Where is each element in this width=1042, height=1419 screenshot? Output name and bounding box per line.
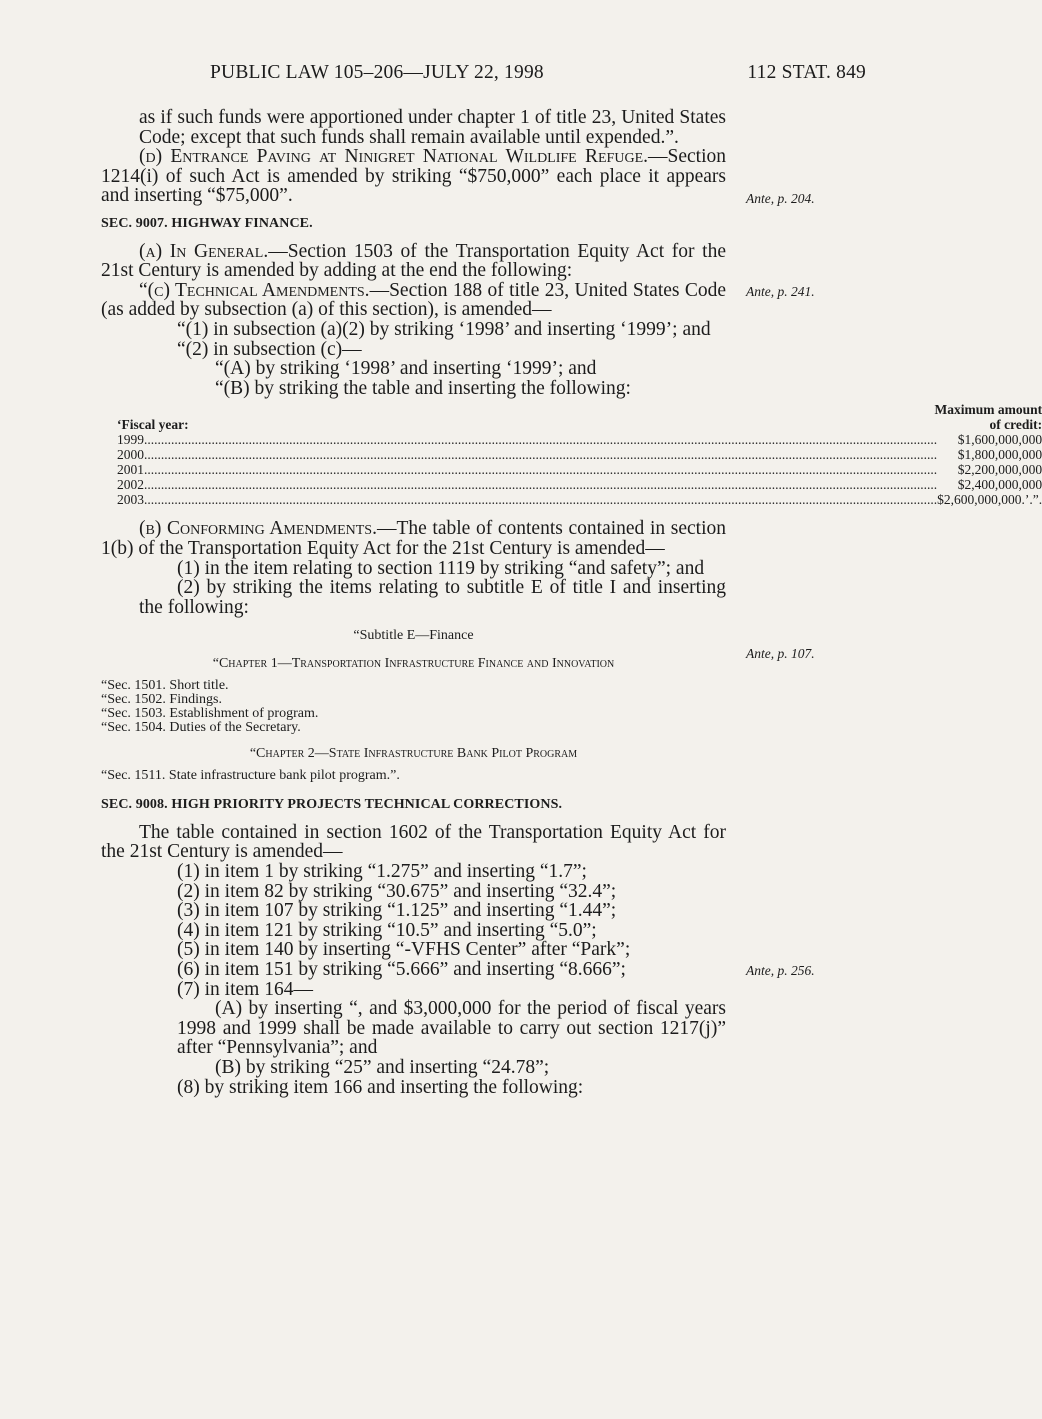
fy-col2-header-2: of credit: [989, 417, 1042, 433]
margin-note-1: Ante, p. 204. [746, 191, 815, 206]
page-header [210, 62, 866, 86]
paragraph-b1: (1) in the item relating to section 1119 by striking “and safety”; and [177, 557, 705, 579]
paragraph-funds: as if such funds were apportioned under chapter 1 of title 23, United States Code; except that such funds shall remain available until expended.”. [139, 107, 726, 148]
table-of-contents [101, 629, 726, 783]
paragraph-cA: “(A) by striking ‘1998’ and inserting ‘1999’; and [215, 358, 597, 380]
paragraph-b [101, 519, 726, 558]
fy-col2-header [487, 402, 1042, 432]
text-d: —Section 1214(i) of such Act is amended by striking “$750,000” each place it appears and inserting “$75,000”. [101, 146, 726, 207]
section-9007-heading: SEC. 9007. HIGHWAY FINANCE. [101, 215, 313, 231]
table-row [117, 432, 1042, 447]
leader-dots [144, 432, 958, 447]
fy-year: 2003 [117, 492, 144, 508]
header-stat: 112 STAT. 849 [747, 62, 866, 83]
paragraph-t4: (4) in item 121 by striking “10.5” and inserting “5.0”; [177, 919, 597, 941]
margin-note-4: Ante, p. 256. [746, 963, 815, 978]
text-b: —The table of contents contained in section 1(b) of the Transportation Equity Act for the 21st Century is amended— [101, 518, 726, 559]
paragraph-t8: (8) by striking item 166 and inserting the following: [177, 1076, 584, 1098]
leader-dots [144, 492, 937, 507]
paragraph-d [101, 147, 726, 206]
paragraph-t7B: (B) by striking “25” and inserting “24.78”; [215, 1057, 550, 1078]
fy-amount: $2,600,000,000.’.”. [937, 492, 1042, 508]
paragraph-cB: “(B) by striking the table and inserting the following: [215, 377, 631, 399]
fy-amount: $1,600,000,000 [957, 432, 1042, 448]
text-a: —Section 1503 of the Transportation Equity Act for the 21st Century is amended by adding at the end the following: [101, 240, 726, 282]
table-row [117, 492, 1042, 507]
toc-item: “Sec. 1502. Findings. [101, 692, 222, 708]
toc-chapter-1: “Chapter 1—Transportation Infrastructure Finance and Innovation [212, 656, 615, 672]
paragraph-a [101, 242, 726, 281]
table-row [117, 447, 1042, 462]
paragraph-c1: “(1) in subsection (a)(2) by striking ‘1998’ and inserting ‘1999’; and [177, 318, 711, 340]
heading-c: “(c) Technical Amendments. [139, 279, 370, 301]
paragraph-c [101, 281, 726, 320]
fiscal-year-table [117, 402, 1042, 507]
fy-year: 2000 [117, 447, 144, 463]
paragraph-t7: (7) in item 164— [177, 978, 313, 1000]
margin-note-3: Ante, p. 107. [746, 646, 815, 661]
toc-subtitle: “Subtitle E—Finance [353, 628, 474, 644]
fy-col2-header-1: Maximum amount [934, 402, 1042, 418]
fy-amount: $2,400,000,000 [957, 477, 1042, 493]
fy-year: 1999 [117, 432, 144, 448]
header-title: PUBLIC LAW 105–206—JULY 22, 1998 [210, 62, 544, 83]
fy-col1-header: ‘Fiscal year: [117, 417, 189, 433]
paragraph-t6: (6) in item 151 by striking “5.666” and inserting “8.666”; [177, 959, 626, 981]
leader-dots [144, 477, 958, 492]
fy-amount: $2,200,000,000 [957, 462, 1042, 478]
fy-year: 2002 [117, 477, 144, 493]
table-row [117, 477, 1042, 492]
paragraph-t3: (3) in item 107 by striking “1.125” and inserting “1.44”; [177, 900, 617, 922]
text-c: —Section 188 of title 23, United States Code (as added by subsection (a) of this section), is amended— [101, 279, 726, 321]
paragraph-b2: (2) by striking the items relating to subtitle E of title I and inserting the following: [139, 577, 726, 618]
toc-item: “Sec. 1501. Short title. [101, 678, 229, 694]
margin-note-2: Ante, p. 241. [746, 284, 815, 299]
paragraph-table-intro: The table contained in section 1602 of the Transportation Equity Act for the 21st Century is amended— [101, 821, 726, 863]
heading-b: (b) Conforming Amendments. [139, 518, 377, 540]
heading-d: (d) Entrance Paving at Ninigret National Wildlife Refuge. [139, 146, 648, 168]
fy-amount: $1,800,000,000 [957, 447, 1042, 463]
leader-dots [144, 447, 958, 462]
toc-item: “Sec. 1511. State infrastructure bank pilot program.”. [101, 768, 400, 784]
paragraph-t2: (2) in item 82 by striking “30.675” and inserting “32.4”; [177, 880, 617, 902]
toc-chapter-2: “Chapter 2—State Infrastructure Bank Pilot Program [249, 746, 578, 762]
toc-item: “Sec. 1504. Duties of the Secretary. [101, 720, 301, 736]
paragraph-c2: “(2) in subsection (c)— [177, 338, 362, 360]
section-9008-heading: SEC. 9008. HIGH PRIORITY PROJECTS TECHNICAL CORRECTIONS. [101, 797, 563, 813]
fy-year: 2001 [117, 462, 144, 478]
paragraph-t7A: (A) by inserting “, and $3,000,000 for the period of fiscal years 1998 and 1999 shall be made available to carry out section 1217(j)” after “Pennsylvania”; and [177, 998, 726, 1059]
paragraph-t5: (5) in item 140 by inserting “-VFHS Center” after “Park”; [177, 939, 631, 961]
paragraph-t1: (1) in item 1 by striking “1.275” and inserting “1.7”; [177, 861, 587, 883]
toc-item: “Sec. 1503. Establishment of program. [101, 706, 319, 722]
heading-a: (a) In General. [139, 240, 269, 262]
table-row [117, 462, 1042, 477]
leader-dots [144, 462, 958, 477]
